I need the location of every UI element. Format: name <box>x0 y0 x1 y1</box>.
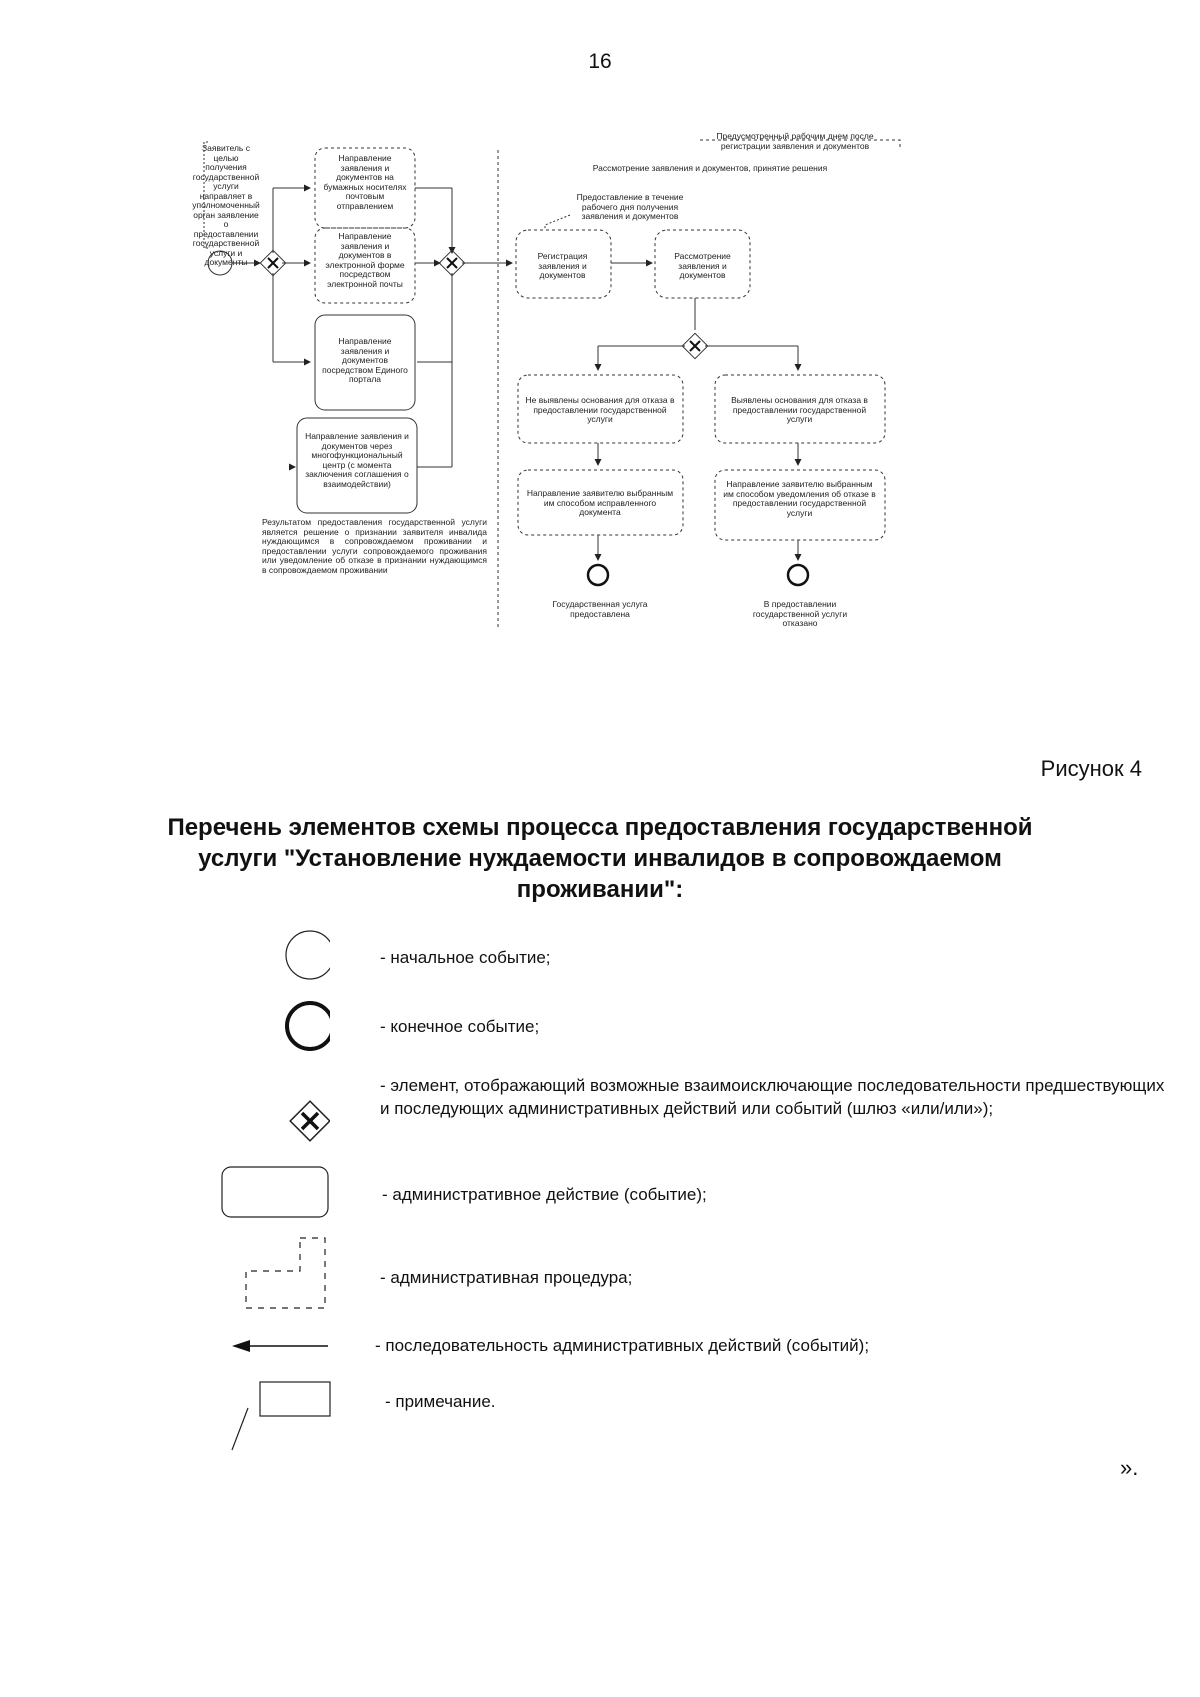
diagram-text-portal: Направление заявления и документов посредством Единого портала <box>322 336 408 384</box>
diagram-text-registration: Регистрация заявления и документов <box>537 251 588 280</box>
closing-quote: ». <box>1120 1455 1139 1480</box>
diagram-end-refused <box>788 565 808 585</box>
legend-text: - последовательность административных действий (событий); <box>375 1336 870 1355</box>
legend-text: - примечание. <box>385 1392 496 1411</box>
diagram-end-provided <box>588 565 608 585</box>
diagram-left-note: Заявитель с целью получения государственной услуги направляет в уполномоченный орган заявление о предоставлении государственной услуги и документы <box>192 143 260 267</box>
note-icon <box>210 1378 340 1458</box>
diagram-text-mfc: Направление заявления и документов через многофункциональный центр (с момента заключения соглашения о взаимодействии) <box>305 431 409 489</box>
diagram-header-note: Предусмотренный рабочим днем после регистрации заявления и документов <box>716 131 874 151</box>
process-diagram <box>192 130 1000 710</box>
end-event-icon <box>210 998 330 1058</box>
procedure-icon <box>210 1236 340 1316</box>
diagram-text-send-result: Направление заявителю выбранным им способом исправленного документа <box>526 488 674 517</box>
figure-caption: Рисунок 4 <box>1040 756 1142 781</box>
diagram-text-paper: Направление заявления и документов на бумажных носителях почтовым отправлением <box>323 153 407 211</box>
diagram-review-note: Предоставление в течение рабочего дня получения заявления и документов <box>576 192 684 221</box>
gateway-icon <box>210 1070 330 1150</box>
legend-text: - элемент, отображающий возможные взаимоисключающие последовательности предшествующих и последующих административных действий или событий (шлюз «или/или»); <box>380 1076 1165 1118</box>
sequence-arrow-icon <box>210 1332 340 1362</box>
list-title: Перечень элементов схемы процесса предоставления государственной услуги "Установление нуждаемости инвалидов в сопровождаемом проживании": <box>167 814 1033 903</box>
legend-text: - конечное событие; <box>380 1017 540 1036</box>
legend-text: - административная процедура; <box>380 1268 633 1287</box>
diagram-text-review: Рассмотрение заявления и документов <box>674 251 731 280</box>
diagram-text-end-provided: Государственная услуга предоставлена <box>552 599 648 619</box>
diagram-text-email: Направление заявления и документов в электронной форме посредством электронной почты <box>325 231 405 289</box>
legend-text: - начальное событие; <box>380 948 551 967</box>
diagram-text-end-refused: В предоставлении государственной услуги отказано <box>752 599 848 628</box>
start-event-icon <box>210 928 330 988</box>
diagram-text-send-refusal: Направление заявителю выбранным им способом уведомления об отказе в предоставлении государственной услуги <box>723 479 876 518</box>
page-number: 16 <box>588 50 612 73</box>
diagram-bottom-note: Результатом предоставления государственной услуги является решение о признании заявителя инвалида нуждающимся в сопровождаемом проживании и предоставлении услуги сопровождаемого проживания или уведомление об отказе в признании нуждающимся в сопровождаемом проживании <box>262 517 487 575</box>
diagram-procedure-label: Рассмотрение заявления и документов, принятие решения <box>592 163 828 173</box>
legend-text: - административное действие (событие); <box>382 1185 707 1204</box>
diagram-text-no-grounds: Не выявлены основания для отказа в предоставлении государственной услуги <box>525 395 675 424</box>
diagram-text-grounds: Выявлены основания для отказа в предоставлении государственной услуги <box>731 395 868 424</box>
action-icon <box>210 1165 340 1225</box>
